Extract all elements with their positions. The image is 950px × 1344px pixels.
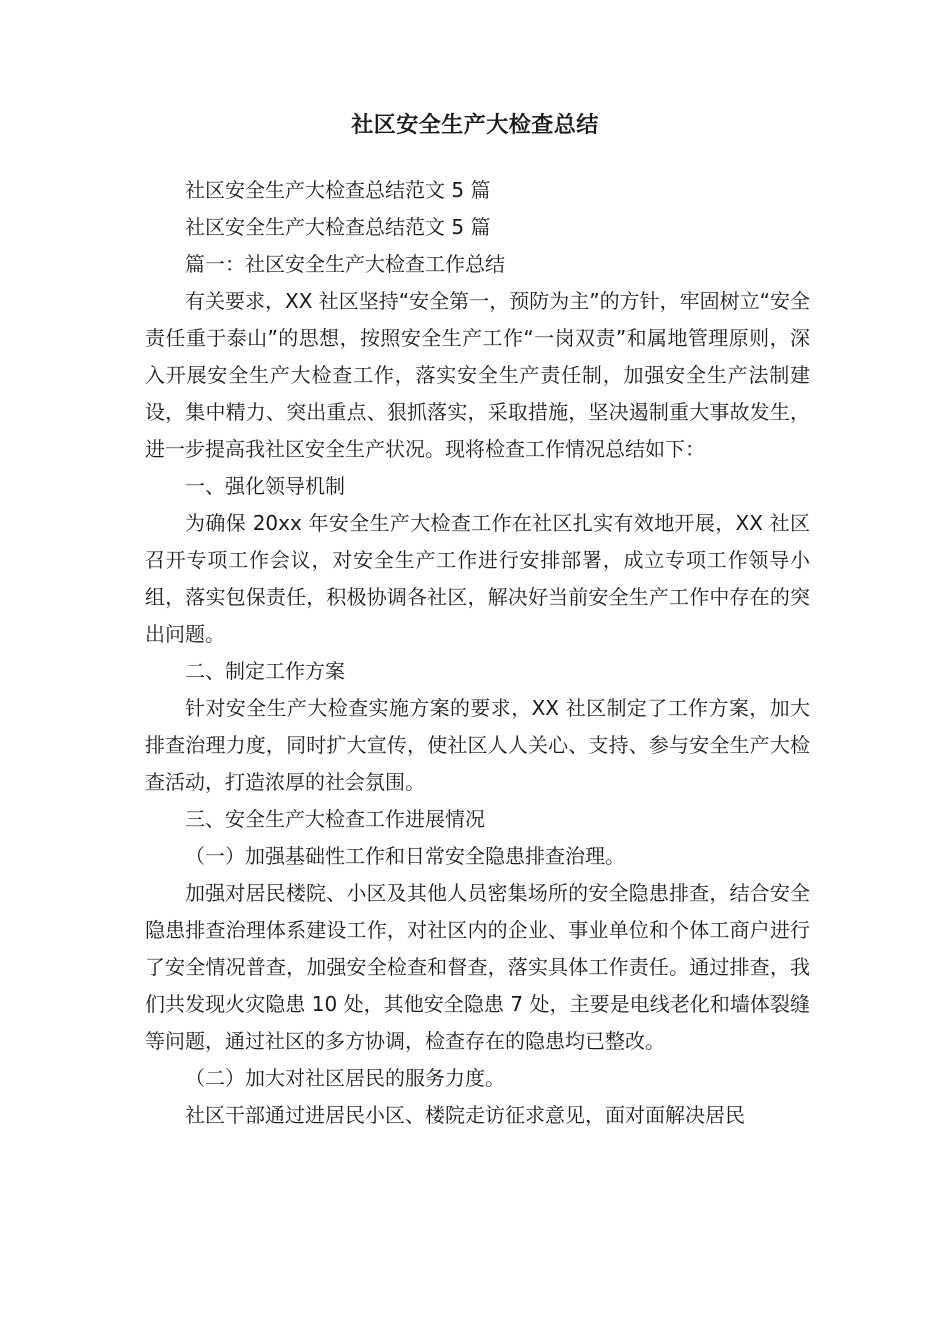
subsection-heading: （二）加大对社区居民的服务力度。 — [185, 1066, 505, 1090]
section-heading: 三、安全生产大检查工作进展情况 — [185, 807, 485, 831]
body-paragraph: 针对安全生产大检查实施方案的要求，XX 社区制定了工作方案，加大排查治理力度，同时扩大宣传，使社区人人关心、支持、参与安全生产大检查活动，打造浓厚的社会氛围。 — [145, 696, 810, 794]
document-title: 社区安全生产大检查总结 — [351, 113, 599, 138]
body-paragraph: 社区干部通过进居民小区、楼院走访征求意见，面对面解决居民 — [185, 1103, 745, 1127]
body-paragraph: 有关要求，XX 社区坚持“安全第一，预防为主”的方针，牢固树立“安全责任重于泰山”的思想，按照安全生产工作“一岗双责”和属地管理原则，深入开展安全生产大检查工作，落实安全生产责任制，加强安全生产法制建设，集中精力、突出重点、狠抓落实，采取措施，坚决遏制重大事故发生，进一步提高我社区安全生产状况。现将检查工作情况总结如下： — [145, 289, 810, 461]
subtitle-paragraph: 社区安全生产大检查总结范文 5 篇 — [185, 178, 491, 202]
section-heading: 二、制定工作方案 — [185, 659, 345, 683]
body-paragraph: 加强对居民楼院、小区及其他人员密集场所的安全隐患排查，结合安全隐患排查治理体系建设工作，对社区内的企业、事业单位和个体工商户进行了安全情况普查，加强安全检查和督查，落实具体工作责任。通过排查，我们共发现火灾隐患 10 处，其他安全隐患 7 处，主要是电线老化和墙体裂缝等问题，通过社区的多方协调，检查存在的隐患均已整改。 — [145, 881, 810, 1053]
subsection-heading: （一）加强基础性工作和日常安全隐患排查治理。 — [185, 844, 625, 868]
section-heading: 篇一：社区安全生产大检查工作总结 — [185, 252, 505, 276]
section-heading: 一、强化领导机制 — [185, 474, 345, 498]
document-body — [145, 172, 810, 1134]
body-paragraph: 为确保 20xx 年安全生产大检查工作在社区扎实有效地开展，XX 社区召开专项工作会议，对安全生产工作进行安排部署，成立专项工作领导小组，落实包保责任，积极协调各社区，解决好当前安全生产工作中存在的突出问题。 — [145, 511, 810, 646]
subtitle-paragraph: 社区安全生产大检查总结范文 5 篇 — [185, 215, 491, 239]
